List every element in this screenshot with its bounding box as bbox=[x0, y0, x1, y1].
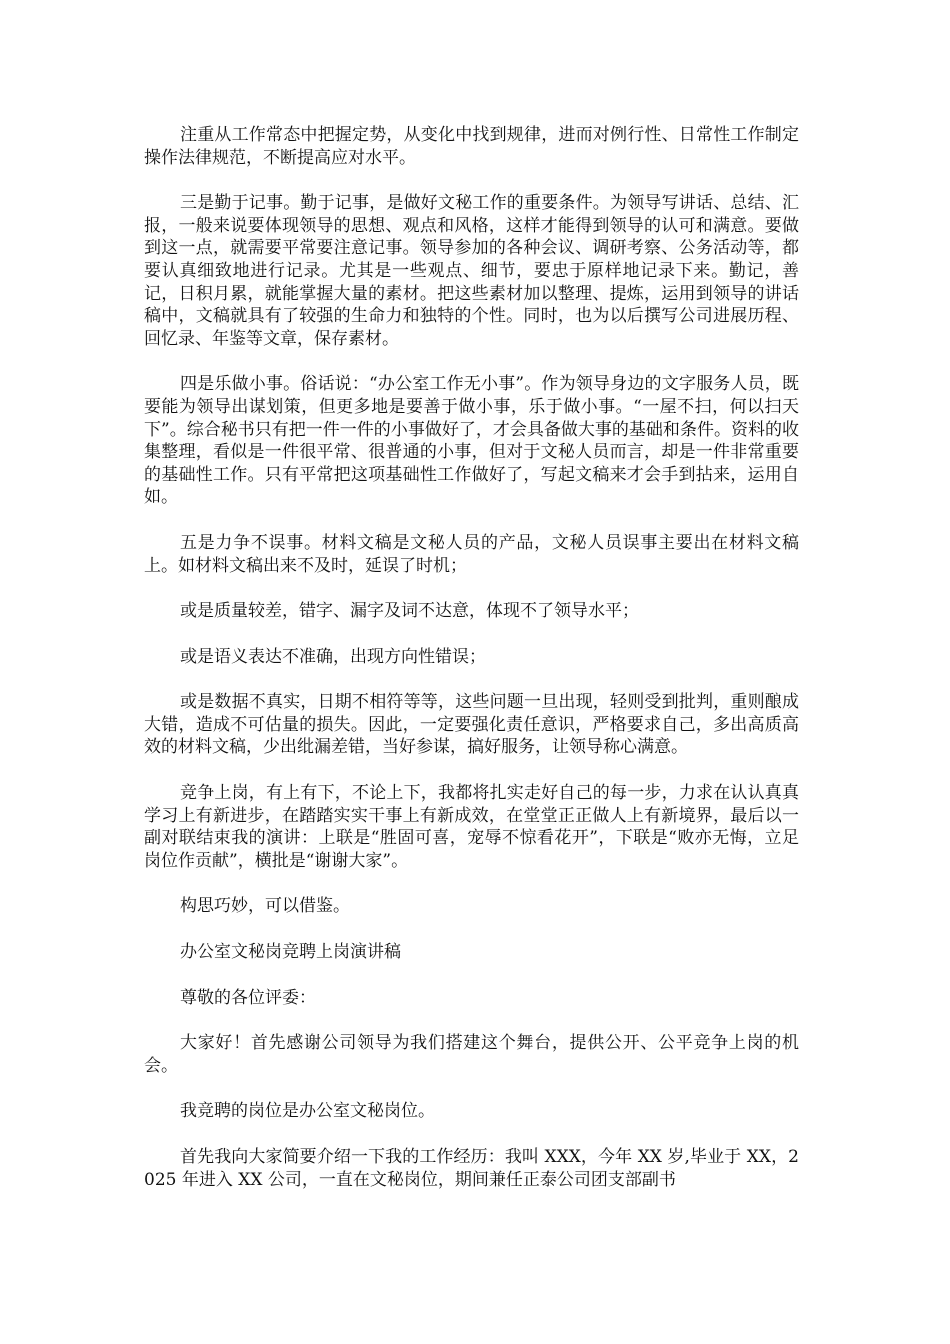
paragraph: 大家好！首先感谢公司领导为我们搭建这个舞台，提供公开、公平竞争上岗的机会。 bbox=[144, 1033, 799, 1076]
paragraph: 竞争上岗，有上有下，不论上下，我都将扎实走好自己的每一步，力求在认认真真学习上有新进步，在踏踏实实干事上有新成效，在堂堂正正做人上有新境界，最后以一副对联结束我的演讲：上联是“胜固可喜，宠辱不惊看花开”，下联是“败亦无悔，立足岗位作贡献”，横批是“谢谢大家”。 bbox=[144, 783, 799, 871]
paragraph: 我竞聘的岗位是办公室文秘岗位。 bbox=[180, 1101, 435, 1122]
paragraph: 四是乐做小事。俗话说：“办公室工作无小事”。作为领导身边的文字服务人员，既要能为领导出谋划策，但更多地是要善于做小事，乐于做小事。“一屋不扫，何以扫天下”。综合秘书只有把一件一件的小事做好了，才会具备做大事的基础和条件。资料的收集整理，看似是一件很平常、很普通的小事，但对于文秘人员而言，却是一件非常重要的基础性工作。只有平常把这项基础性工作做好了，写起文稿来才会手到拈来，运用自如。 bbox=[144, 374, 799, 508]
paragraph: 五是力争不误事。材料文稿是文秘人员的产品，文秘人员误事主要出在材料文稿上。如材料文稿出来不及时，延误了时机； bbox=[144, 532, 799, 576]
paragraph: 或是数据不真实，日期不相符等等，这些问题一旦出现，轻则受到批判，重则酿成大错，造成不可估量的损失。因此，一定要强化责任意识，严格要求自己，多出高质高效的材料文稿，少出纰漏差错，当好参谋，搞好服务，让领导称心满意。 bbox=[144, 692, 799, 758]
paragraph: 或是质量较差，错字、漏字及词不达意，体现不了领导水平； bbox=[180, 601, 639, 622]
paragraph: 三是勤于记事。勤于记事，是做好文秘工作的重要条件。为领导写讲话、总结、汇报，一般来说要体现领导的思想、观点和风格，这样才能得到领导的认可和满意。要做到这一点，就需要平常要注意记事。领导参加的各种会议、调研考察、公务活动等，都要认真细致地进行记录。尤其是一些观点、细节，要忠于原样地记录下来。勤记，善记，日积月累，就能掌握大量的素材。把这些素材加以整理、提炼，运用到领导的讲话稿中，文稿就具有了较强的生命力和独特的个性。同时，也为以后撰写公司进展历程、回忆录、年鉴等文章，保存素材。 bbox=[144, 193, 799, 349]
section-title: 办公室文秘岗竞聘上岗演讲稿 bbox=[180, 942, 401, 963]
paragraph: 构思巧妙，可以借鉴。 bbox=[180, 896, 350, 917]
paragraph: 注重从工作常态中把握定势，从变化中找到规律，进而对例行性、日常性工作制定操作法律规范，不断提高应对水平。 bbox=[144, 125, 799, 168]
salutation: 尊敬的各位评委： bbox=[180, 987, 316, 1008]
paragraph: 或是语义表达不准确，出现方向性错误； bbox=[180, 646, 486, 667]
document-page bbox=[144, 124, 799, 1214]
paragraph: 首先我向大家简要介绍一下我的工作经历：我叫 XXX，今年 XX 岁,毕业于 XX，2025 年进入 XX 公司，一直在文秘岗位，期间兼任正泰公司团支部副书 bbox=[144, 1147, 799, 1190]
